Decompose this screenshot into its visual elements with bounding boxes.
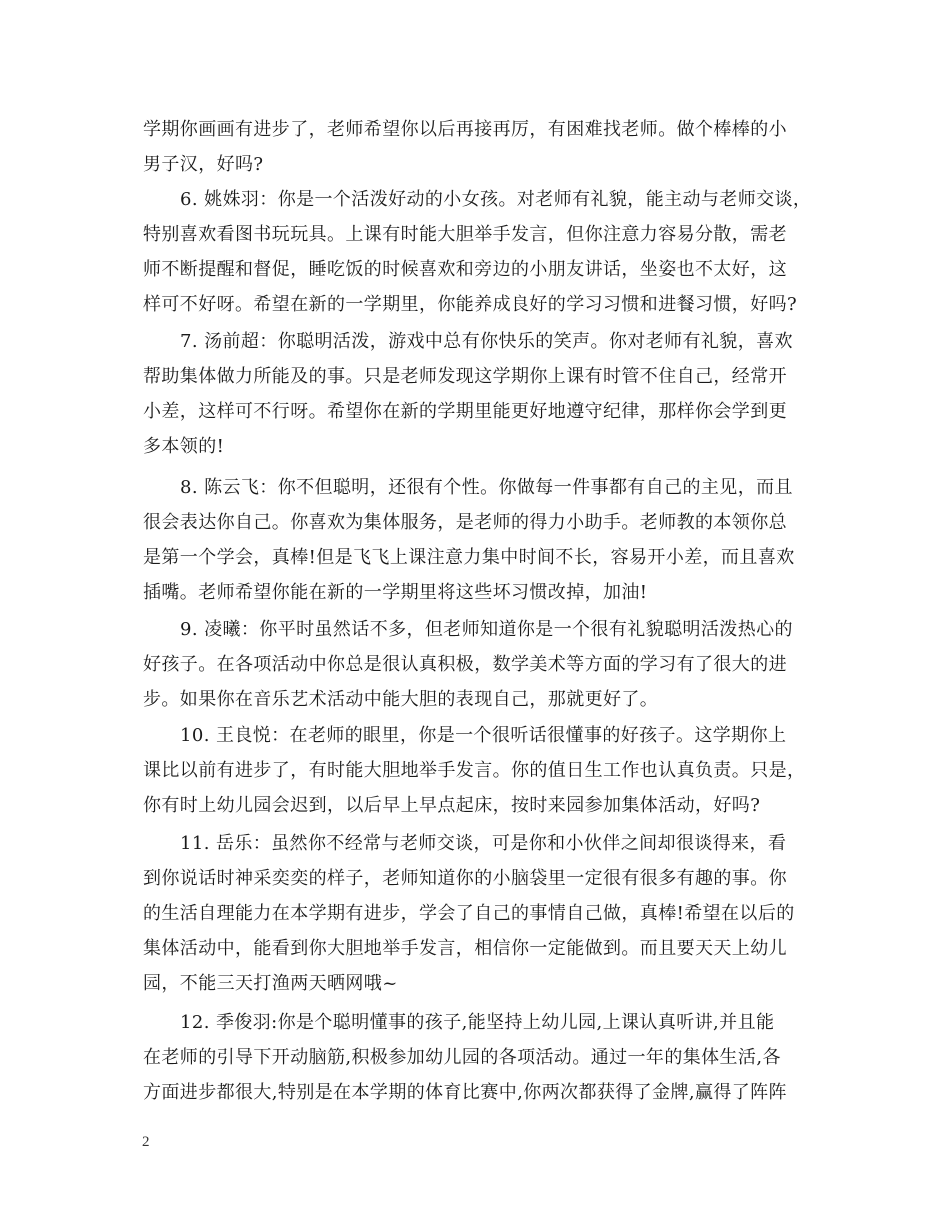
text-line: 师不断提醒和督促，睡吃饭的时候喜欢和旁边的小朋友讲话，坐姿也不太好，这 [143, 259, 787, 280]
text-line: 男子汉，好吗? [143, 154, 264, 175]
text-line: 小差，这样可不行呀。希望你在新的学期里能更好地遵守纪律，那样你会学到更 [143, 401, 787, 422]
text-line: 是第一个学会，真棒!但是飞飞上课注意力集中时间不长，容易开小差，而且喜欢 [143, 547, 795, 568]
text-line: 步。如果你在音乐艺术活动中能大胆的表现自己，那就更好了。 [143, 689, 659, 710]
text-line: 帮助集体做力所能及的事。只是老师发现这学期你上课有时管不住自己，经常开 [143, 366, 787, 387]
text-line: 园，不能三天打渔两天晒网哦~ [143, 973, 398, 994]
paragraph-start-12: 12. 季俊羽:你是个聪明懂事的孩子,能坚持上幼儿园,上课认真听讲,并且能 [180, 1012, 775, 1033]
text-line: 方面进步都很大,特别是在本学期的体育比赛中,你两次都获得了金牌,赢得了阵阵 [143, 1082, 787, 1103]
paragraph-start-6: 6. 姚姝羽：你是一个活泼好动的小女孩。对老师有礼貌，能主动与老师交谈， [180, 189, 812, 210]
text-line: 的生活自理能力在本学期有进步，学会了自己的事情自己做，真棒!希望在以后的 [143, 903, 795, 924]
paragraph-start-8: 8. 陈云飞：你不但聪明，还很有个性。你做每一件事都有自己的主见，而且 [180, 477, 793, 498]
text-line: 特别喜欢看图书玩玩具。上课有时能大胆举手发言，但你注意力容易分散，需老 [143, 224, 787, 245]
paragraph-start-10: 10. 王良悦：在老师的眼里，你是一个很听话很懂事的好孩子。这学期你上 [180, 725, 787, 746]
text-line: 多本领的! [143, 436, 225, 457]
paragraph-start-7: 7. 汤前超：你聪明活泼，游戏中总有你快乐的笑声。你对老师有礼貌，喜欢 [180, 331, 793, 352]
text-line: 在老师的引导下开动脑筋,积极参加幼儿园的各项活动。通过一年的集体生活,各 [143, 1047, 781, 1068]
text-line: 好孩子。在各项活动中你总是很认真积极，数学美术等方面的学习有了很大的进 [143, 654, 787, 675]
paragraph-start-9: 9. 凌曦：你平时虽然话不多，但老师知道你是一个很有礼貌聪明活泼热心的 [180, 619, 793, 640]
text-line: 样可不好呀。希望在新的一学期里，你能养成良好的学习习惯和进餐习惯，好吗? [143, 294, 798, 315]
page-number: 2 [142, 1134, 150, 1150]
text-line: 很会表达你自己。你喜欢为集体服务，是老师的得力小助手。老师教的本领你总 [143, 512, 787, 533]
paragraph-start-11: 11. 岳乐：虽然你不经常与老师交谈，可是你和小伙伴之间却很谈得来，看 [180, 833, 787, 854]
text-line: 课比以前有进步了，有时能大胆地举手发言。你的值日生工作也认真负责。只是， [143, 760, 806, 781]
text-line: 插嘴。老师希望你能在新的一学期里将这些坏习惯改掉，加油! [143, 582, 648, 603]
text-line: 学期你画画有进步了，老师希望你以后再接再厉，有困难找老师。做个棒棒的小 [143, 119, 787, 140]
text-line: 集体活动中，能看到你大胆地举手发言，相信你一定能做到。而且要天天上幼儿 [143, 938, 787, 959]
text-line: 到你说话时神采奕奕的样子，老师知道你的小脑袋里一定很有很多有趣的事。你 [143, 868, 787, 889]
text-line: 你有时上幼儿园会迟到，以后早上早点起床，按时来园参加集体活动，好吗? [143, 795, 761, 816]
